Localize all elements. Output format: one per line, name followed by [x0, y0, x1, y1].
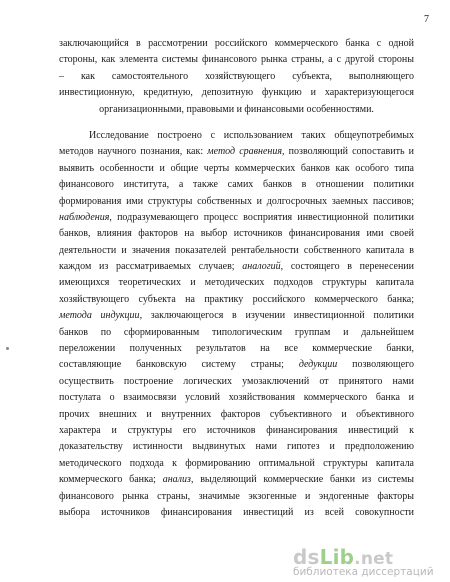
text-line-content: доказательству истинности выдвинутых нами гипотез и предположению: [59, 441, 414, 453]
watermark-lib: Lib: [319, 545, 355, 569]
text-line: [59, 69, 414, 85]
text-line-content: переложении полученных результатов на все коммерческие банки,: [59, 343, 414, 355]
text-line-content: организационными, правовыми и финансовыми особенностями.: [99, 103, 374, 115]
page-number: 7: [424, 14, 429, 25]
text-line: [59, 85, 414, 101]
text-line-content: деятельности и значения показателей рентабельности собственного капитала в: [59, 244, 414, 256]
italic-term: аналогий: [242, 261, 281, 273]
text-line-content: составляющие банковскую систему страны; дедукции позволяющего: [59, 359, 414, 371]
italic-term: дедукции: [298, 359, 338, 371]
text-line: [59, 390, 414, 406]
text-line: [59, 423, 414, 439]
text-line-content: метода индукции, заключающегося в изучении инвестиционной политики: [59, 310, 414, 322]
text-line-content: коммерческого банка; анализ, выделяющий коммерческие банки из системы: [59, 474, 414, 486]
margin-mark: [6, 347, 9, 350]
text-line: [59, 194, 414, 210]
text-line-content: хозяйствующего субъекта на практику российского коммерческого банка;: [59, 293, 414, 305]
text-line: [59, 439, 414, 455]
text-line: [59, 128, 414, 144]
text-line: [59, 489, 414, 505]
text-line-content: стороны, как элемента системы финансового рынка страны, а с другой стороны: [59, 54, 414, 66]
text-line: [59, 210, 414, 226]
text-line-content: характера и структуры его источников финансирования инвестиций к: [59, 424, 414, 436]
italic-term: метод сравнения: [207, 146, 283, 158]
text-line: [59, 505, 414, 521]
text-line-content: Исследование построено с использованием таких общеупотребимых: [89, 129, 414, 141]
text-line-content: наблюдения, подразумевающего процесс восприятия инвестиционной политики: [59, 211, 414, 223]
text-line: [59, 102, 414, 118]
text-line: [59, 407, 414, 423]
text-line: [59, 52, 414, 68]
paragraph-gap: [59, 118, 414, 128]
text-line: [59, 36, 414, 52]
text-line: [59, 243, 414, 259]
text-line: [59, 456, 414, 472]
watermark-logo: [293, 545, 443, 577]
text-line-content: методов научного познания, как: метод сравнения, позволяющий сопоставить и: [59, 146, 414, 158]
text-line-content: финансового рынка страны, значимые экзогенные и эндогенные факторы: [59, 490, 414, 502]
text-line-content: – как самостоятельного хозяйствующего субъекта, выполняющего: [59, 70, 414, 82]
watermark-net: .net: [354, 549, 394, 569]
text-line: [59, 292, 414, 308]
text-line-content: осуществить построение логических умозаключений от принятого нами: [59, 375, 414, 387]
text-line-content: финансового института, а также самих банков в отношении политики: [59, 179, 414, 191]
text-line-content: выбора источников финансирования инвестиций из всей совокупности: [59, 506, 414, 518]
text-line: [59, 275, 414, 291]
italic-term: анализ: [162, 474, 191, 486]
document-body: [59, 36, 414, 521]
italic-term: наблюдения: [59, 211, 110, 223]
watermark-subtitle: библиотека диссертаций: [293, 566, 434, 578]
text-line-content: выявить особенности и общие черты коммерческих банков как особого типа: [59, 162, 414, 174]
italic-term: метода индукции: [59, 310, 140, 322]
text-line-content: банков, влияния факторов на выбор источников финансирования ими своей: [59, 228, 414, 240]
text-line: [59, 161, 414, 177]
text-line: [59, 308, 414, 324]
text-line: [59, 472, 414, 488]
text-line-content: формирования ими структуры собственных и долгосрочных заемных пассивов;: [59, 195, 414, 207]
text-line: [59, 144, 414, 160]
text-line: [59, 177, 414, 193]
text-line-content: банков по сформированным типологическим группам и дальнейшем: [59, 326, 414, 338]
text-line: [59, 341, 414, 357]
text-line-content: имеющихся теоретических и методических подходов структуры капитала: [59, 277, 414, 289]
text-line: [59, 374, 414, 390]
text-line: [59, 325, 414, 341]
text-line-content: постулата о взаимосвязи условий хозяйствования коммерческого банка и: [59, 392, 414, 404]
watermark-ds: ds: [293, 545, 320, 569]
text-line-content: методического подхода к формированию оптимальной структуры капитала: [59, 457, 414, 469]
text-line-content: прочих внешних и внутренних факторов субъективного и объективного: [59, 408, 414, 420]
text-line: [59, 259, 414, 275]
text-line: [59, 226, 414, 242]
text-line-content: каждом из рассматриваемых случаев; аналогий, состоящего в перенесении: [59, 261, 415, 273]
text-line: [59, 357, 414, 373]
text-line-content: заключающийся в рассмотрении российского коммерческого банка с одной: [59, 38, 414, 49]
text-line-content: инвестиционную, кредитную, депозитную функцию и характеризующегося: [59, 87, 414, 99]
